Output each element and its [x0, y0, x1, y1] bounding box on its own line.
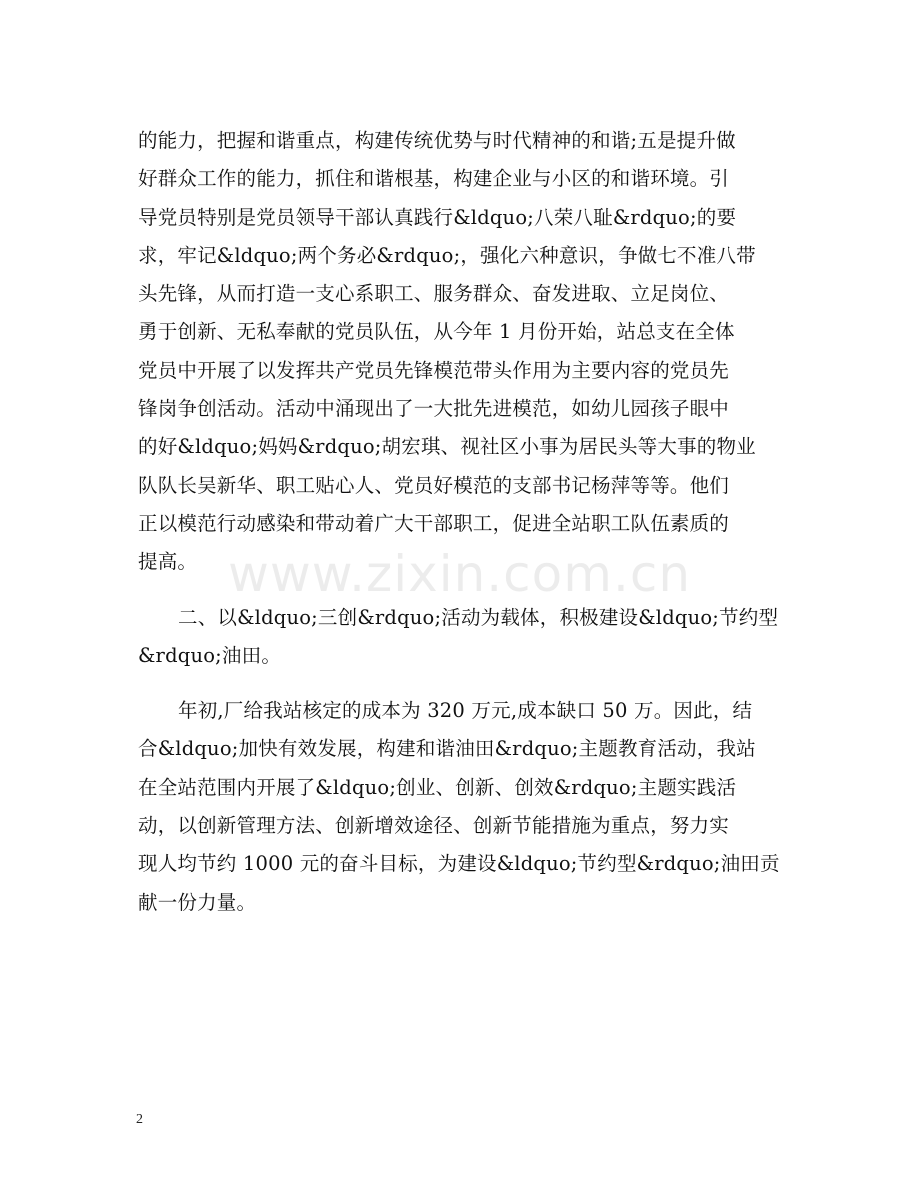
text-line: 头先锋，从而打造一支心系职工、服务群众、奋发进取、立足岗位、 [138, 282, 730, 306]
text-line: 动，以创新管理方法、创新增效途径、创新节能措施为重点，努力实 [138, 814, 730, 838]
text-line: 正以模范行动感染和带动着广大干部职工，促进全站职工队伍素质的 [138, 511, 730, 535]
body-text [138, 122, 788, 922]
page-number: 2 [136, 1112, 143, 1127]
text-line: 锋岗争创活动。活动中涌现出了一大批先进模范，如幼儿园孩子眼中 [138, 397, 730, 421]
text-line: 求，牢记&ldquo;两个务必&rdquo;，强化六种意识，争做七不准八带 [138, 243, 756, 267]
text-line: 合&ldquo;加快有效发展，构建和谐油田&rdquo;主题教育活动，我站 [138, 737, 756, 761]
watermark: www.zixin.com.cn [228, 545, 692, 603]
text-line: 好群众工作的能力，抓住和谐根基，构建企业与小区的和谐环境。引 [138, 167, 730, 191]
text-line: 的好&ldquo;妈妈&rdquo;胡宏琪、视社区小事为居民头等大事的物业 [138, 435, 756, 459]
text-line: 年初,厂给我站核定的成本为 320 万元,成本缺口 50 万。因此，结 [178, 699, 753, 723]
text-line: 在全站范围内开展了&ldquo;创业、创新、创效&rdquo;主题实践活 [138, 775, 737, 799]
text-line: 党员中开展了以发挥共产党员先锋模范带头作用为主要内容的党员先 [138, 358, 730, 382]
text-line: 献一份力量。 [138, 890, 257, 914]
text-line: 队队长吴新华、职工贴心人、党员好模范的支部书记杨萍等等。他们 [138, 473, 730, 497]
text-line: 勇于创新、无私奉献的党员队伍，从今年 1 月份开始，站总支在全体 [138, 320, 735, 344]
section-heading-line: &rdquo;油田。 [138, 643, 282, 667]
text-line: 提高。 [138, 550, 198, 574]
text-line: 导党员特别是党员领导干部认真践行&ldquo;八荣八耻&rdquo;的要 [138, 205, 737, 229]
text-line: 现人均节约 1000 元的奋斗目标，为建设&ldquo;节约型&rdquo;油田贡 [138, 852, 780, 876]
section-heading-line: 二、以&ldquo;三创&rdquo;活动为载体，积极建设&ldquo;节约型 [178, 605, 779, 629]
text-line: 的能力，把握和谐重点，构建传统优势与时代精神的和谐;五是提升做 [138, 129, 736, 152]
